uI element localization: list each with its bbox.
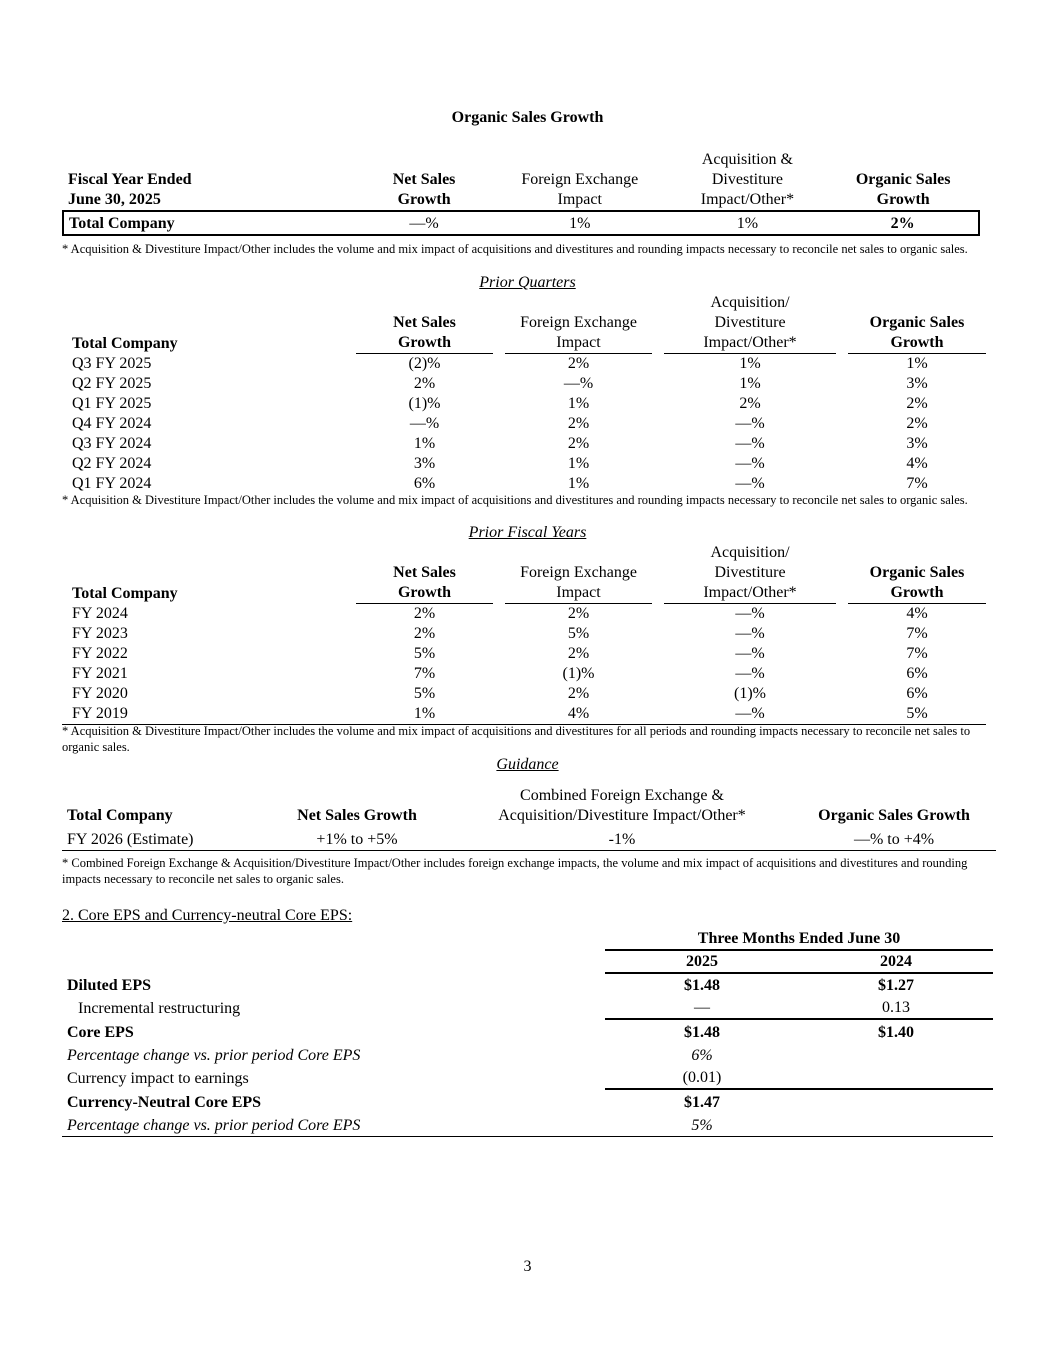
- table-row: [63, 211, 979, 235]
- table-row: [62, 704, 986, 725]
- table-row: [62, 1066, 993, 1089]
- cell-2024: $1.40: [878, 1024, 914, 1041]
- table-row: [62, 604, 986, 625]
- cell-net: 2%: [413, 625, 436, 642]
- table-row: [62, 414, 986, 434]
- cell-organic: 2%: [827, 211, 979, 235]
- cell-acq: (1)%: [734, 685, 766, 702]
- guidance-header-net: Net Sales Growth: [297, 807, 417, 824]
- pq-header-acq-2: Divestiture: [714, 314, 786, 331]
- row-label: Q2 FY 2025: [72, 375, 152, 392]
- cell-net: 6%: [413, 475, 436, 492]
- row-label: FY 2026 (Estimate): [62, 826, 262, 851]
- cell-fx: 2%: [567, 605, 590, 622]
- cell-2025: 6%: [691, 1047, 713, 1064]
- prior-years-table: [62, 543, 986, 725]
- cell-acq: —%: [735, 435, 765, 452]
- py-header-fx-1: Foreign Exchange: [520, 564, 637, 581]
- row-label: Q4 FY 2024: [72, 415, 152, 432]
- cell-fx: 5%: [567, 625, 590, 642]
- row-label: Currency-Neutral Core EPS: [67, 1094, 262, 1111]
- table-row: [62, 354, 986, 375]
- section-title-core-eps: 2. Core EPS and Currency-neutral Core EPS:: [62, 907, 353, 924]
- table-row: [62, 624, 986, 644]
- py-header-net-2: Growth: [356, 583, 493, 604]
- cell-2024: 0.13: [799, 996, 993, 1019]
- pq-header-fx-1: Foreign Exchange: [520, 314, 637, 331]
- cell-2024: [799, 1113, 993, 1136]
- pq-header-net-1: Net Sales: [393, 314, 456, 331]
- guidance-header-organic: Organic Sales Growth: [818, 807, 970, 824]
- cell-net: 5%: [413, 645, 436, 662]
- page-title: Organic Sales Growth: [451, 109, 604, 126]
- cell-2024: [799, 1066, 993, 1089]
- header-acq-line2: Divestiture: [711, 171, 783, 188]
- row-label: Currency impact to earnings: [67, 1070, 249, 1087]
- cell-net: (1)%: [408, 395, 441, 412]
- cell-acq: —%: [664, 704, 836, 725]
- cell-fx: 2%: [567, 435, 590, 452]
- cell-fx: 4%: [505, 704, 652, 725]
- cell-organic: 4%: [906, 605, 928, 622]
- header-net-sales: Net Sales: [392, 171, 456, 188]
- cell-net: (2)%: [408, 355, 441, 372]
- py-header-company: Total Company: [72, 584, 178, 602]
- pq-header-net-2: Growth: [356, 333, 493, 354]
- cell-fx: 1%: [492, 211, 668, 235]
- row-label: Total Company: [63, 211, 356, 235]
- py-header-organic-1: Organic Sales: [869, 564, 965, 581]
- pq-header-company: Total Company: [72, 334, 178, 352]
- cell-net: 2%: [413, 605, 436, 622]
- cell-acq: —%: [735, 605, 765, 622]
- subtitle-prior-years: Prior Fiscal Years: [468, 524, 587, 541]
- cell-organic: 3%: [906, 375, 928, 392]
- cell-organic: 6%: [906, 665, 928, 682]
- cell-organic: 7%: [906, 625, 928, 642]
- row-label: Q2 FY 2024: [72, 455, 152, 472]
- table-row: [62, 1113, 993, 1136]
- subtitle-prior-quarters: Prior Quarters: [479, 274, 576, 291]
- table-row: [62, 644, 986, 664]
- year-header-2025: 2025: [605, 950, 799, 973]
- cell-fx: (1)%: [562, 665, 595, 682]
- year-header-2024: 2024: [799, 950, 993, 973]
- subtitle-guidance: Guidance: [496, 756, 559, 773]
- cell-fx: 2%: [567, 355, 590, 372]
- pq-header-organic-1: Organic Sales: [869, 314, 965, 331]
- pq-header-acq-1: Acquisition/: [710, 294, 790, 311]
- table-row: [62, 434, 986, 454]
- cell-net: 7%: [413, 665, 436, 682]
- table-row: [62, 1089, 993, 1113]
- row-label: Q1 FY 2024: [72, 475, 152, 492]
- footnote-prior-years: * Acquisition & Divestiture Impact/Other includes the volume and mix impact of acquisitions and divestitures for all periods and rounding impacts necessary to reconcile net sales to organic sales.: [62, 724, 971, 754]
- cell-organic: 2%: [906, 415, 928, 432]
- cell-net: —%: [409, 415, 440, 432]
- header-organic-2: Growth: [876, 191, 930, 208]
- cell-2024: [799, 1043, 993, 1066]
- table-row: [62, 664, 986, 684]
- footnote-guidance: * Combined Foreign Exchange & Acquisition/Divestiture Impact/Other includes foreign exchange impacts, the volume and mix impact of acquisitions and divestitures and rounding impacts necessary to reconcile net sales to organic sales.: [62, 856, 968, 886]
- row-label: Percentage change vs. prior period Core EPS: [67, 1047, 361, 1064]
- core-eps-table: [62, 928, 993, 1137]
- py-header-acq-3: Impact/Other*: [664, 583, 836, 604]
- row-label: Percentage change vs. prior period Core EPS: [62, 1113, 605, 1136]
- pq-header-acq-3: Impact/Other*: [664, 333, 836, 354]
- cell-acq: 1%: [739, 355, 761, 372]
- row-label: Incremental restructuring: [78, 1000, 241, 1017]
- table-row: [62, 394, 986, 414]
- cell-acq: —%: [735, 625, 765, 642]
- cell-acq: 1%: [739, 375, 761, 392]
- header-acq-line3: Impact/Other*: [700, 191, 795, 208]
- row-label: FY 2021: [72, 665, 128, 682]
- cell-organic: 4%: [906, 455, 928, 472]
- table-row: [62, 1019, 993, 1043]
- cell-organic: 3%: [906, 435, 928, 452]
- cell-acq: —%: [735, 455, 765, 472]
- cell-fx: 1%: [567, 475, 590, 492]
- cell-fx: 1%: [567, 455, 590, 472]
- row-label: FY 2019: [62, 704, 356, 725]
- cell-2025: 5%: [605, 1113, 799, 1136]
- header-fiscal-year: Fiscal Year Ended: [68, 171, 192, 188]
- row-label: Q1 FY 2025: [72, 395, 152, 412]
- cell-net: 2%: [413, 375, 436, 392]
- pq-header-fx-2: Impact: [505, 333, 652, 354]
- page-number: 3: [523, 1258, 532, 1275]
- header-fx: Foreign Exchange: [521, 171, 639, 188]
- header-organic: Organic Sales: [855, 171, 951, 188]
- cell-organic: 5%: [848, 704, 986, 725]
- row-label: Core EPS: [67, 1024, 134, 1041]
- cell-net: —%: [356, 211, 492, 235]
- cell-acq: —%: [735, 645, 765, 662]
- table-row: [62, 826, 996, 851]
- table-row: [62, 973, 993, 996]
- table-row: [62, 996, 993, 1019]
- cell-net: 1%: [356, 704, 493, 725]
- cell-2024: [799, 1089, 993, 1113]
- cell-net: 5%: [413, 685, 436, 702]
- cell-2025: $1.48: [684, 977, 720, 994]
- table-row: [62, 454, 986, 474]
- cell-acq: —%: [735, 665, 765, 682]
- header-net-sales-2: Growth: [397, 191, 451, 208]
- cell-organic: —% to +4%: [792, 826, 996, 851]
- header-fiscal-date: June 30, 2025: [68, 191, 161, 208]
- cell-net: 1%: [413, 435, 436, 452]
- organic-sales-table: [62, 150, 980, 236]
- footnote-organic: * Acquisition & Divestiture Impact/Other includes the volume and mix impact of acquisitions and divestitures and rounding impacts necessary to reconcile net sales to organic sales.: [62, 242, 968, 256]
- cell-2025: $1.48: [684, 1024, 720, 1041]
- table-row: [62, 474, 986, 494]
- cell-fx: 2%: [567, 645, 590, 662]
- cell-2025: $1.47: [684, 1094, 720, 1111]
- cell-fx: 2%: [567, 415, 590, 432]
- cell-acq: —%: [735, 475, 765, 492]
- cell-fx: 2%: [567, 685, 590, 702]
- cell-acq: 1%: [668, 211, 828, 235]
- table-row: [62, 684, 986, 704]
- table-row: [62, 1043, 993, 1066]
- period-header: Three Months Ended June 30: [605, 928, 993, 950]
- cell-acq: —%: [735, 415, 765, 432]
- cell-organic: 2%: [906, 395, 928, 412]
- cell-2024: $1.27: [878, 977, 914, 994]
- guidance-header-combined-1: Combined Foreign Exchange &: [520, 787, 724, 804]
- row-label: Q3 FY 2024: [72, 435, 152, 452]
- cell-net: +1% to +5%: [262, 826, 452, 851]
- header-acq-line1: Acquisition &: [701, 151, 793, 168]
- cell-net: 3%: [413, 455, 436, 472]
- cell-organic: 6%: [906, 685, 928, 702]
- cell-2025: —: [605, 996, 799, 1019]
- cell-combined: -1%: [452, 826, 792, 851]
- cell-2025: (0.01): [605, 1066, 799, 1089]
- row-label: Q3 FY 2025: [72, 355, 152, 372]
- row-label: FY 2023: [72, 625, 128, 642]
- py-header-net-1: Net Sales: [393, 564, 456, 581]
- row-label: FY 2020: [72, 685, 128, 702]
- guidance-header-company: Total Company: [67, 807, 173, 824]
- cell-acq: 2%: [739, 395, 761, 412]
- prior-quarters-table: [62, 293, 986, 494]
- row-label: Diluted EPS: [67, 977, 152, 994]
- row-label: FY 2022: [72, 645, 128, 662]
- guidance-header-combined-2: Acquisition/Divestiture Impact/Other*: [498, 807, 746, 824]
- row-label: FY 2024: [72, 605, 128, 622]
- guidance-table: [62, 786, 996, 851]
- py-header-acq-2: Divestiture: [714, 564, 786, 581]
- cell-fx: 1%: [567, 395, 590, 412]
- cell-fx: —%: [563, 375, 594, 392]
- cell-organic: 7%: [906, 475, 928, 492]
- py-header-acq-1: Acquisition/: [710, 544, 790, 561]
- cell-organic: 7%: [906, 645, 928, 662]
- py-header-fx-2: Impact: [505, 583, 652, 604]
- footnote-prior-quarters: * Acquisition & Divestiture Impact/Other includes the volume and mix impact of acquisitions and divestitures and rounding impacts necessary to reconcile net sales to organic sales.: [62, 493, 968, 507]
- table-row: [62, 374, 986, 394]
- py-header-organic-2: Growth: [848, 583, 986, 604]
- pq-header-organic-2: Growth: [848, 333, 986, 354]
- cell-organic: 1%: [906, 355, 928, 372]
- header-fx-2: Impact: [557, 191, 602, 208]
